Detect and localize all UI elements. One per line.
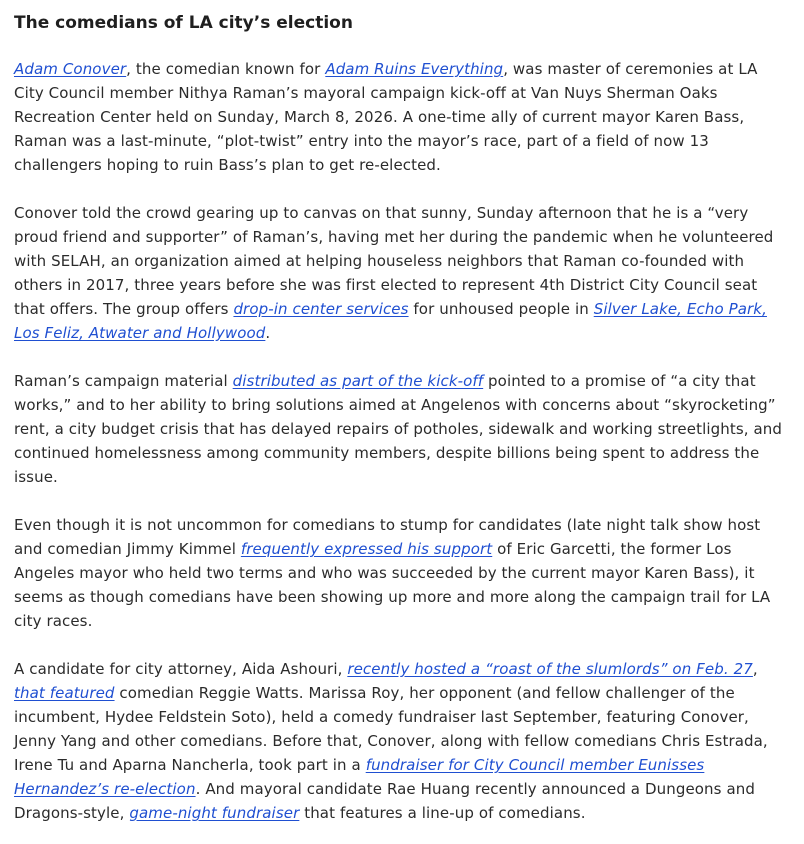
paragraph-3-text-2: pointed to a promise of “a city that works,” and to her ability to bring solutions aimed at Angelenos with concerns about “skyrocketing” rent, a city budget crisis that has delayed repairs of potholes, sidewalk and working streetlights, and continued homelessness among community members, despite billions being spent to address the issue. [14,372,782,486]
paragraph-4 [14,513,790,633]
paragraph-1-text-1: , the comedian known for [126,60,326,78]
paragraph-5-text-5: that features a line-up of comedians. [299,804,586,822]
link-kick-off-material[interactable]: distributed as part of the kick-off [232,372,484,390]
paragraph-2-text-3: . [265,324,271,342]
link-game-night-fundraiser[interactable]: game-night fundraiser [129,804,300,822]
paragraph-5-text-2: , [752,660,758,678]
paragraph-2-text-1: Conover told the crowd gearing up to canvas on that sunny, Sunday afternoon that he is a “very proud friend and supporter” of Raman’s, having met her during the pandemic when he volunteered with SELAH, an organization aimed at helping houseless neighbors that Raman co-founded with others in 2017, three years before she was first elected to represent 4th District City Council seat that offers. The group offers [14,204,774,318]
link-roast-of-slumlords[interactable]: recently hosted a “roast of the slumlords” on Feb. 27 [347,660,753,678]
paragraph-1-text-2: , was master of ceremonies at LA City Council member Nithya Raman’s mayoral campaign kick-off at Van Nuys Sherman Oaks Recreation Center held on Sunday, March 8, 2026. A one-time ally of current mayor Karen Bass, Raman was a last-minute, “plot-twist” entry into the mayor’s race, part of a field of now 13 challengers hoping to ruin Bass’s plan to get re-elected. [14,60,758,174]
paragraph-2-text-2: for unhoused people in [408,300,594,318]
paragraph-5-text-1: A candidate for city attorney, Aida Ashouri, [14,660,348,678]
paragraph-5-text-4: . And mayoral candidate Rae Huang recently announced a Dungeons and Dragons-style, [14,780,755,822]
paragraph-2 [14,201,790,345]
link-neighborhoods[interactable]: Silver Lake, Echo Park, Los Feliz, Atwater and Hollywood [14,300,767,342]
paragraph-5 [14,657,790,825]
paragraph-1 [14,57,790,177]
link-expressed-support[interactable]: frequently expressed his support [240,540,493,558]
link-that-featured[interactable]: that featured [14,684,115,702]
link-adam-ruins-everything[interactable]: Adam Ruins Everything [325,60,504,78]
link-adam-conover[interactable]: Adam Conover [14,60,127,78]
article-title: The comedians of LA city’s election [14,13,353,33]
paragraph-5-text-3: comedian Reggie Watts. Marissa Roy, her opponent (and fellow challenger of the incumbent, Hydee Feldstein Soto), held a comedy fundraiser last September, featuring Conover, Jenny Yang and other comedians. Before that, Conover, along with fellow comedians Chris Estrada, Irene Tu and Aparna Nancherla, took part in a [14,684,768,774]
paragraph-3-text-1: Raman’s campaign material [14,372,233,390]
paragraph-4-text-1: Even though it is not uncommon for comedians to stump for candidates (late night talk show host and comedian Jimmy Kimmel [14,516,761,558]
paragraph-4-text-2: of Eric Garcetti, the former Los Angeles mayor who held two terms and who was succeeded by the current mayor Karen Bass), it seems as though comedians have been showing up more and more along the campaign trail for LA city races. [14,540,771,630]
paragraph-3 [14,369,790,489]
link-drop-in-center-services[interactable]: drop-in center services [233,300,409,318]
link-hernandez-fundraiser[interactable]: fundraiser for City Council member Eunisses Hernandez’s re-election [14,756,705,798]
